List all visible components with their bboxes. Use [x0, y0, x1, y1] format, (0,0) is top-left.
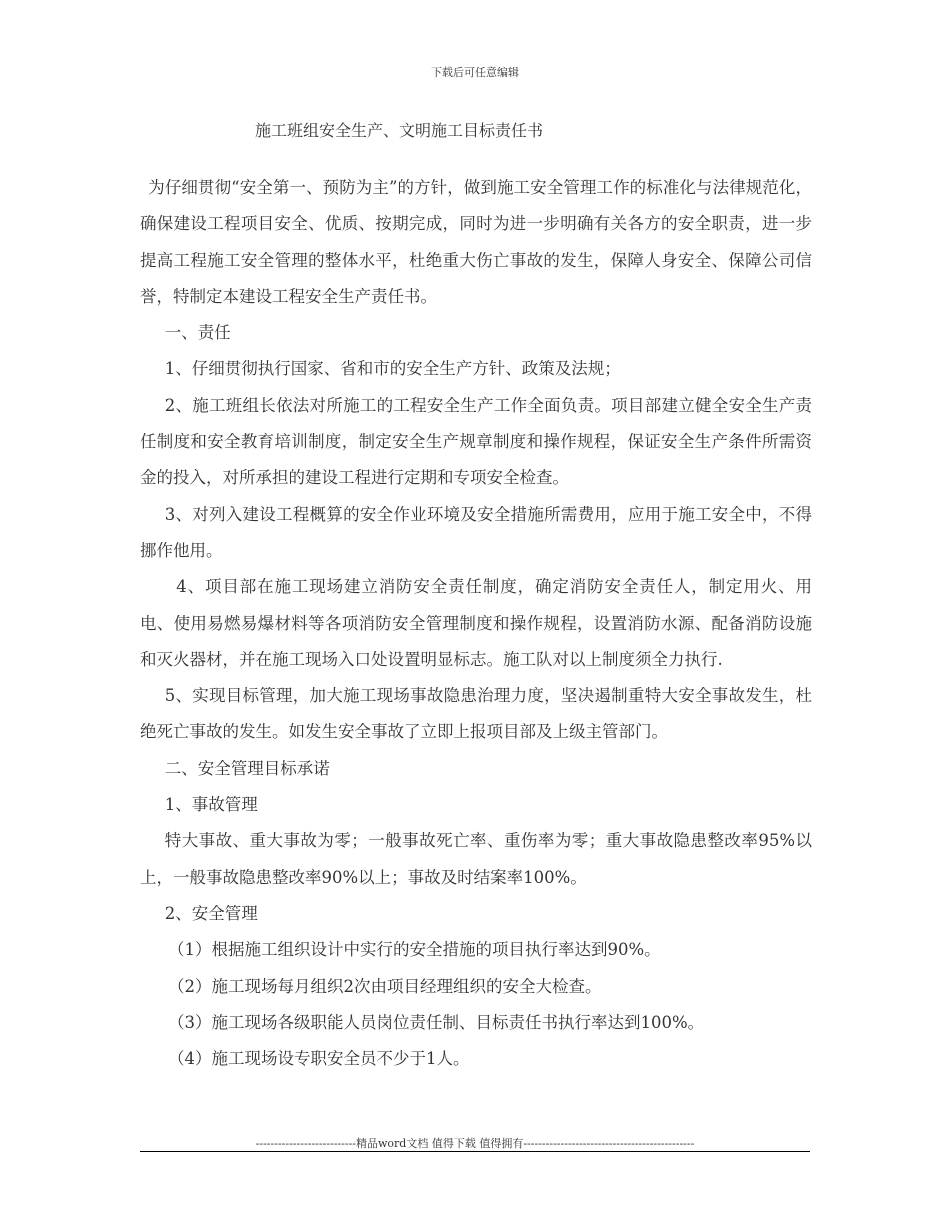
safety-item-1: （1）根据施工组织设计中实行的安全措施的项目执行率达到90%。	[168, 940, 661, 960]
intro-paragraph: 为仔细贯彻“安全第一、预防为主”的方针，做到施工安全管理工作的标准化与法律规范化，确保建设工程项目安全、优质、按期完成，同时为进一步明确有关各方的安全职责，进一步提高工程施工安全管理的整体水平，杜绝重大伤亡事故的发生，保障人身安全、保障公司信誉，特制定本建设工程安全生产责任书。	[140, 178, 812, 306]
footer-rule	[140, 1151, 810, 1152]
document-body	[140, 170, 812, 1077]
responsibility-item-2: 2、施工班组长依法对所施工的工程安全生产工作全面负责。项目部建立健全安全生产责任制度和安全教育培训制度，制定安全生产规章制度和操作规程，保证安全生产条件所需资金的投入，对所承担的建设工程进行定期和专项安全检查。	[140, 395, 812, 488]
subsection-accident-management: 1、事故管理	[164, 795, 258, 815]
responsibility-item-5: 5、实现目标管理，加大施工现场事故隐患治理力度，坚决遏制重特大安全事故发生，杜绝死亡事故的发生。如发生安全事故了立即上报项目部及上级主管部门。	[140, 686, 812, 742]
responsibility-item-4: 4、项目部在施工现场建立消防安全责任制度，确定消防安全责任人，制定用火、用电、使用易燃易爆材料等各项消防安全管理制度和操作规程，设置消防水源、配备消防设施和灭火器材，并在施工现场入口处设置明显标志。施工队对以上制度须全力执行.	[140, 577, 812, 669]
section-heading-safety-targets: 二、安全管理目标承诺	[164, 758, 330, 778]
responsibility-item-1: 1、仔细贯彻执行国家、省和市的安全生产方针、政策及法规；	[164, 359, 621, 379]
document-title: 施工班组安全生产、文明施工目标责任书	[255, 121, 544, 140]
section-heading-responsibility: 一、责任	[164, 323, 231, 343]
footer-text: ---------------------------精品word文档 值得下载 值得拥有----------------------------------------------	[255, 1137, 695, 1150]
header-note: 下载后可任意编辑	[431, 66, 519, 79]
responsibility-item-3: 3、对列入建设工程概算的安全作业环境及安全措施所需费用，应用于施工安全中，不得挪作他用。	[140, 504, 812, 560]
accident-management-text: 特大事故、重大事故为零；一般事故死亡率、重伤率为零；重大事故隐患整改率95%以上，一般事故隐患整改率90%以上；事故及时结案率100%。	[140, 831, 812, 887]
safety-item-3: （3）施工现场各级职能人员岗位责任制、目标责任书执行率达到100%。	[168, 1012, 705, 1032]
safety-item-2: （2）施工现场每月组织2次由项目经理组织的安全大检查。	[168, 976, 602, 996]
safety-item-4: （4）施工现场设专职安全员不少于1人。	[168, 1049, 470, 1069]
subsection-safety-management: 2、安全管理	[164, 903, 258, 923]
